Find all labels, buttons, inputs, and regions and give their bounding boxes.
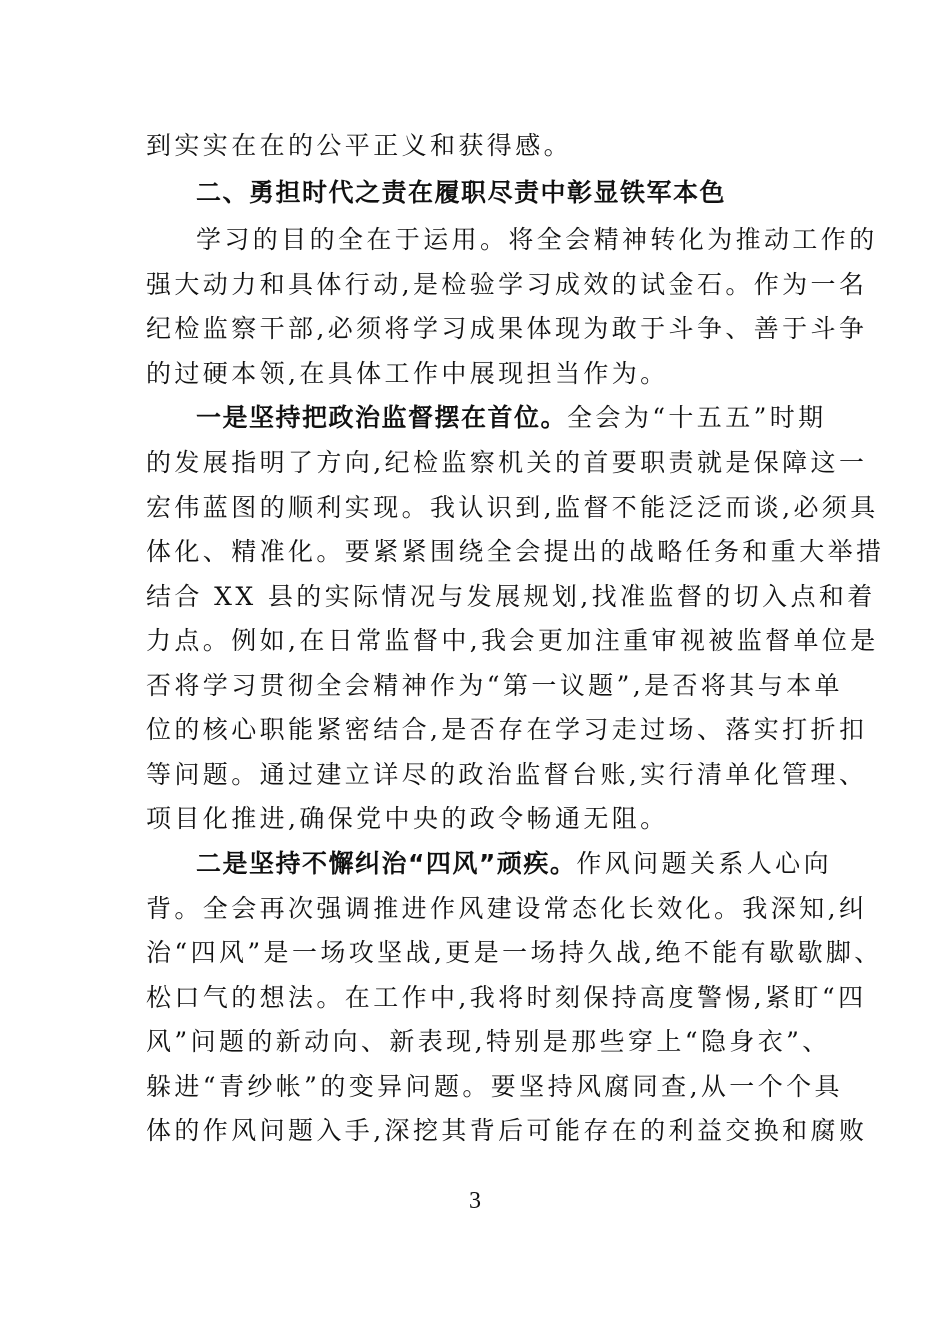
- paragraph-line: [196, 399, 876, 437]
- page-number: 3: [469, 1188, 481, 1214]
- paragraph-line: [196, 845, 876, 883]
- paragraph-line: 松口气的想法。在工作中,我将时刻保持高度警惕,紧盯“四: [146, 983, 867, 1012]
- bold-lead-first: 一是坚持把政治监督摆在首位。: [196, 403, 568, 432]
- paragraph-text: 全会为“十五五”时期: [567, 403, 827, 432]
- section-heading: 二、勇担时代之责在履职尽责中彰显铁军本色: [196, 178, 727, 207]
- paragraph-line: 的过硬本领,在具体工作中展现担当作为。: [146, 359, 669, 388]
- paragraph-line: 治“四风”是一场攻坚战,更是一场持久战,绝不能有歇歇脚、: [146, 938, 883, 967]
- paragraph-line: 纪检监察干部,必须将学习成果体现为敢于斗争、善于斗争: [146, 314, 868, 343]
- paragraph-line: 的发展指明了方向,纪检监察机关的首要职责就是保障这一: [146, 448, 868, 477]
- paragraph-line: 背。全会再次强调推进作风建设常态化长效化。我深知,纠: [146, 894, 868, 923]
- paragraph-line: 项目化推进,确保党中央的政令畅通无阻。: [146, 804, 669, 833]
- bold-lead-second: 二是坚持不懈纠治“四风”顽疾。: [196, 849, 577, 878]
- paragraph-line: 等问题。通过建立详尽的政治监督台账,实行清单化管理、: [146, 760, 868, 789]
- paragraph-line: 强大动力和具体行动,是检验学习成效的试金石。作为一名: [146, 270, 868, 299]
- paragraph-line: 位的核心职能紧密结合,是否存在学习走过场、落实打折扣: [146, 715, 868, 744]
- paragraph-line: 学习的目的全在于运用。将全会精神转化为推动工作的: [196, 225, 878, 254]
- paragraph-line: 躲进“青纱帐”的变异问题。要坚持风腐同查,从一个个具: [146, 1072, 843, 1101]
- paragraph-line: 体的作风问题入手,深挖其背后可能存在的利益交换和腐败: [146, 1116, 868, 1145]
- paragraph-line: 力点。例如,在日常监督中,我会更加注重审视被监督单位是: [146, 626, 879, 655]
- paragraph-line: 宏伟蓝图的顺利实现。我认识到,监督不能泛泛而谈,必须具: [146, 493, 879, 522]
- paragraph-line: 结合 XX 县的实际情况与发展规划,找准监督的切入点和着: [146, 582, 876, 611]
- paragraph-line: 否将学习贯彻全会精神作为“第一议题”,是否将其与本单: [146, 671, 843, 700]
- paragraph-text: 作风问题关系人心向: [576, 849, 832, 878]
- paragraph-line: 到实实在在的公平正义和获得感。: [146, 131, 573, 160]
- paragraph-line: 体化、精准化。要紧紧围绕全会提出的战略任务和重大举措: [146, 537, 885, 566]
- paragraph-line: 风”问题的新动向、新表现,特别是那些穿上“隐身衣”、: [146, 1027, 831, 1056]
